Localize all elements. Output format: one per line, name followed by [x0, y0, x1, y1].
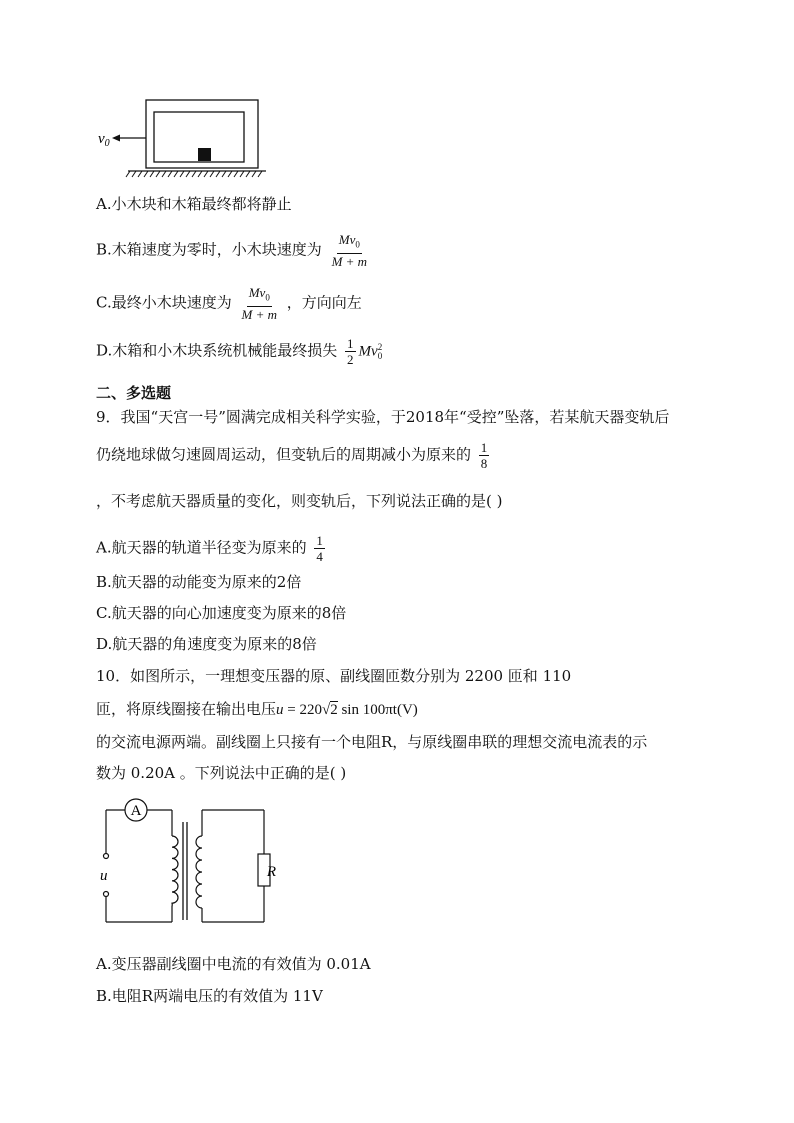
q9-option-c: C.航天器的向心加速度变为原来的8倍 [96, 604, 347, 622]
secondary-coil [196, 836, 202, 908]
q9-option-b: B.航天器的动能变为原来的2倍 [96, 573, 302, 591]
resistor-label: R [266, 864, 276, 880]
q8-option-b: B.木箱速度为零时，小木块速度为 $\frac{Mv_0}{M + m}$ [96, 232, 368, 269]
sqrt-icon: √ [321, 702, 331, 718]
q10-stem-line3: 的交流电源两端。副线圈上只接有一个电阻R，与原线圈串联的理想交流电流表的示 [96, 733, 648, 751]
q10-stem-line2: 匝，将原线圈接在输出电压u = 220√2 sin 100πt(V) [96, 700, 418, 718]
q10-stem-line4: 数为 0.20A 。下列说法中正确的是( ) [96, 764, 347, 782]
fraction-mv0-over-m-plus-m: $\frac{Mv_0}{M + m}$ [241, 285, 277, 322]
arrow-head-icon [112, 135, 120, 142]
q10-stem-line1: 10．如图所示，一理想变压器的原、副线圈匝数分别为 2200 匝和 110 [96, 667, 572, 685]
source-label: u [100, 868, 108, 884]
ground-hatch [126, 171, 262, 177]
q9-stem-line2: 仍绕地球做匀速圆周运动，但变轨后的周期减小为原来的 $\frac{1}{8}$ [96, 440, 488, 471]
primary-coil [172, 836, 178, 906]
fraction-mv0-over-m-plus-m: $\frac{Mv_0}{M + m}$ [331, 232, 368, 269]
box-figure [92, 94, 272, 184]
ammeter-label: A [130, 803, 142, 819]
fraction-one-eighth: $\frac{1}{8}$ [480, 440, 488, 471]
q10-option-a: A.变压器副线圈中电流的有效值为 0.01A [96, 955, 371, 973]
q8-option-a: A.小木块和木箱最终都将静止 [96, 195, 292, 213]
fraction-one-half: $\frac{1}{2}$ [347, 336, 354, 367]
terminal-bottom [104, 892, 109, 897]
q8-option-c: C.最终小木块速度为 $\frac{Mv_0}{M + m}$ ，方向向左 [96, 285, 362, 322]
velocity-label: $v_0$ [98, 131, 110, 149]
q9-stem-line1: 9．我国“天宫一号”圆满完成相关科学实验，于2018年“受控”坠落，若某航天器变轨后 [96, 408, 670, 426]
transformer-circuit-figure [96, 796, 276, 936]
fraction-one-quarter: $\frac{1}{4}$ [316, 533, 323, 564]
small-block [198, 148, 211, 161]
q9-stem-line3: ，不考虑航天器质量的变化，则变轨后，下列说法正确的是( ) [96, 492, 503, 510]
section-title: 二、多选题 [96, 384, 172, 402]
q8-option-d: D.木箱和小木块系统机械能最终损失 $\frac{1}{2}$ Mv 2 0 [96, 336, 383, 367]
q10-option-b: B.电阻R两端电压的有效值为 11V [96, 987, 323, 1005]
terminal-top [104, 854, 109, 859]
q9-option-d: D.航天器的角速度变为原来的8倍 [96, 635, 317, 653]
q9-option-a: A.航天器的轨道半径变为原来的 $\frac{1}{4}$ [96, 533, 323, 564]
